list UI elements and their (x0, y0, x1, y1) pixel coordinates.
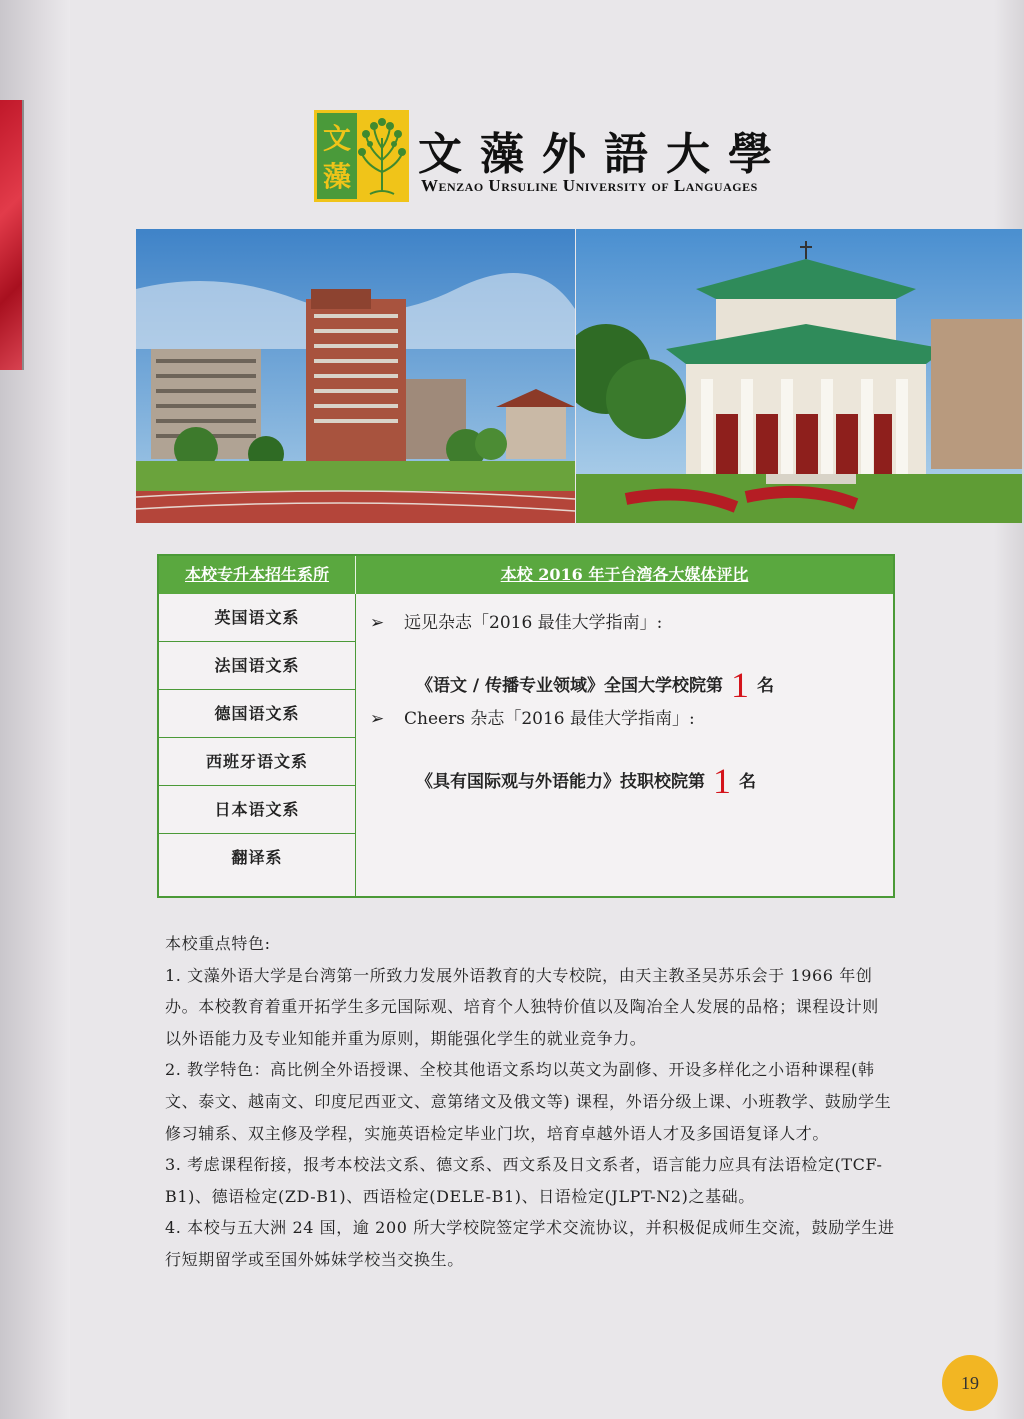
table-header (159, 556, 893, 594)
ranking-field: 《具有国际观与外语能力》技职校院第 (416, 772, 705, 792)
ranking-source-text: Cheers 杂志「2016 最佳大学指南」: (404, 709, 695, 729)
ranking-source (370, 608, 662, 633)
admissions-ranking-table (157, 554, 895, 898)
department-row: 英国语文系 (159, 594, 355, 642)
page-edge-shadow (994, 0, 1024, 1419)
ranking-source-text: 远见杂志「2016 最佳大学指南」: (404, 613, 663, 633)
ranking-number: 1 (731, 665, 750, 705)
department-row: 西班牙语文系 (159, 738, 355, 786)
university-logo (314, 110, 409, 202)
university-name-chinese: 文藻外語大學 (418, 129, 790, 180)
feature-paragraph: 3. 考虑课程衔接，报考本校法文系、德文系、西文系及日文系者，语言能力应具有法语检定(TCF-B1)、德语检定(ZD-B1)、西语检定(DELE-B1)、日语检定(JLPT-N2)之基础。 (165, 1155, 883, 1206)
ranking-result (416, 658, 775, 705)
department-row: 德国语文系 (159, 690, 355, 738)
ranking-number: 1 (713, 761, 731, 801)
university-name-english: Wenzao Ursuline University of Languages (421, 176, 758, 195)
feature-paragraph: 4. 本校与五大洲 24 国，逾 200 所大学校院签定学术交流协议，并积极促成师生交流，鼓励学生进行短期留学或至国外姊妹学校当交换生。 (165, 1218, 895, 1269)
feature-paragraph: 2. 教学特色：高比例全外语授课、全校其他语文系均以英文为副修、开设多样化之小语种课程(韩文、泰文、越南文、印度尼西亚文、意第绪文及俄文等) 课程，外语分级上课、小班教学、鼓励学生修习辅系、双主修及学程，实施英语检定毕业门坎，培育卓越外语人才及多国语复译人才。 (165, 1060, 892, 1143)
arrow-bullet-icon: ➢ (370, 613, 385, 633)
ranking-result (416, 754, 756, 801)
ranking-source (370, 704, 695, 729)
arrow-bullet-icon: ➢ (370, 709, 385, 729)
features-section (165, 928, 895, 1276)
department-row: 法国语文系 (159, 642, 355, 690)
svg-text:文: 文 (322, 122, 352, 155)
header-departments: 本校专升本招生系所 (159, 556, 356, 594)
header-rankings: 本校 2016 年于台湾各大媒体评比 (500, 565, 749, 584)
ranking-field: 《语文 / 传播专业领域》全国大学校院第 (416, 676, 724, 696)
department-list (159, 594, 356, 896)
department-row: 翻译系 (231, 848, 283, 867)
ranking-unit: 名 (757, 676, 775, 696)
features-heading: 本校重点特色: (165, 934, 271, 953)
campus-photo-buildings (136, 229, 575, 523)
previous-page-photo-edge (0, 100, 24, 370)
department-row: 日本语文系 (159, 786, 355, 834)
ranking-unit: 名 (739, 772, 756, 792)
svg-text:藻: 藻 (322, 160, 352, 193)
campus-photo-chapel (576, 229, 1022, 523)
page-number-badge: 19 (942, 1355, 998, 1411)
feature-paragraph: 1. 文藻外语大学是台湾第一所致力发展外语教育的大专校院，由天主教圣吴苏乐会于 1966 年创办。本校教育着重开拓学生多元国际观、培育个人独特价值以及陶冶全人发展的品格；课程设计则以外语能力及专业知能并重为原则，期能强化学生的就业竞争力。 (165, 965, 879, 1048)
ranking-cell (356, 594, 893, 896)
